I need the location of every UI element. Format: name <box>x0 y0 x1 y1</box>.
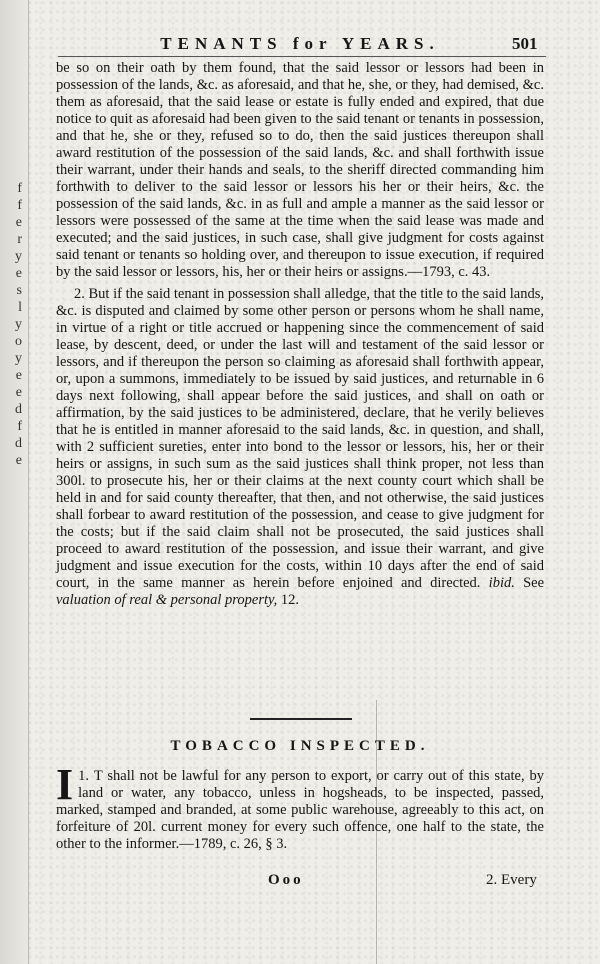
margin-letter: y <box>15 351 22 366</box>
margin-letter: r <box>17 232 22 247</box>
paragraph-2-ref: ibid. <box>488 575 515 591</box>
paragraph-2-xref: valuation of real & personal property, <box>56 592 278 608</box>
margin-letter: o <box>15 334 22 349</box>
margin-letter: s <box>16 283 22 298</box>
margin-letter: y <box>15 249 22 264</box>
section-title: TOBACCO INSPECTED. <box>170 738 430 754</box>
left-margin-letters <box>2 180 22 469</box>
margin-letter: f <box>17 198 22 213</box>
running-title: TENANTS for YEARS. <box>160 34 440 53</box>
margin-letter: f <box>17 419 22 434</box>
margin-letter: e <box>15 215 22 230</box>
page-number: 501 <box>512 34 538 53</box>
page-fold-line <box>376 700 377 964</box>
section-divider <box>250 718 352 720</box>
main-text <box>56 60 544 614</box>
tobacco-item-text: T shall not be lawful for any person to export, or carry out of this state, by land or water, any tobacco, unless in hogsheads, to be inspected, passed, marked, stamped and branded, at some public warehouse, agreeably to this act, on forfeiture of 20l. current money for every such offence, one half to the state, the other to the informer.—1789, c. 26, § 3. <box>56 768 545 852</box>
margin-letter: y <box>15 317 22 332</box>
signature-mark: Ooo <box>268 872 304 888</box>
header-rule <box>58 56 546 57</box>
paragraph-2 <box>56 286 544 609</box>
margin-letter: e <box>15 266 22 281</box>
catchword: 2. Every <box>486 872 537 888</box>
margin-letter: e <box>15 385 22 400</box>
margin-letter: e <box>15 453 22 468</box>
paragraph-2-text: 2. But if the said tenant in possession shall alledge, that the title to the said lands, &c. is disputed and claimed by some other person or persons whom he shall name, in virtue of a right or title accrued or happening since the commencement of said lease, by descent, deed, or under the last will and testament of the said lessor or lessors, and if thereupon the person so claiming as aforesaid shall forthwith appear, or, upon a summons, immediately to be issued by said justices, and returnable in 6 days next following, shall appear before the said justices, and shall on oath or affirmation, by the said justices to be administered, declare, that he verily believes that he is entitled in manner aforesaid to the said lands, &c. in question, and shall, with 2 sufficient sureties, enter into bond to the lessor or lessors, his, her or their heirs or assigns, in such sum as the said justices shall think proper, not less than 300l. to prosecute his, her or their claims at the next county court which shall be held in and for said county thereafter, that then, and not otherwise, the said justices shall forbear to award restitution of the possession, and cease to give judgment for the costs; but if the said claim shall not be prosecuted, the said justices shall proceed to award restitution of the possession, and issue their warrant, and give judgment and issue execution for the costs, within 10 days after the end of said court, in the same manner as herein before enjoined and directed. <box>56 286 544 591</box>
margin-letter: d <box>15 402 22 417</box>
drop-cap: I <box>56 760 74 809</box>
margin-letter: f <box>17 181 22 196</box>
binding-gutter <box>0 0 29 964</box>
margin-letter: l <box>18 300 22 315</box>
paragraph-2-see: See <box>523 575 545 591</box>
margin-letter: d <box>15 436 22 451</box>
margin-letter: e <box>15 368 22 383</box>
paragraph-2-xref-number: 12. <box>280 592 299 608</box>
tobacco-item-number: 1. <box>78 768 89 784</box>
tobacco-section-text <box>56 760 545 853</box>
paragraph-1: be so on their oath by them found, that the said lessor or lessors had been in possession of the lands, &c. as aforesaid, and that he, she, or they, had demised, &c. them as aforesaid, that the said lease or estate is fully ended and expired, that due notice to quit as aforesaid had been given to the said tenant or tenants in possession, and that he, she or they, refused so to do, then the said justices thereupon shall award restitution of the possession of the said lands, &c. and shall forthwith issue their warrant, under their hands and seals, to the sheriff directed commanding him forthwith to deliver to the said lessor or lessors his her or their heirs, &c. the possession of the said lands, &c. in as full and ample a manner as the said lessor or lessors were possessed of the same at the time when the said lease was made and executed; and the said justices, in such case, shall give judgment for costs against said tenant or tenants so holding over, and thereupon to issue execution, if required by the said lessor or lessors, his, her or their heirs or assigns.—1793, c. 43. <box>56 60 544 280</box>
